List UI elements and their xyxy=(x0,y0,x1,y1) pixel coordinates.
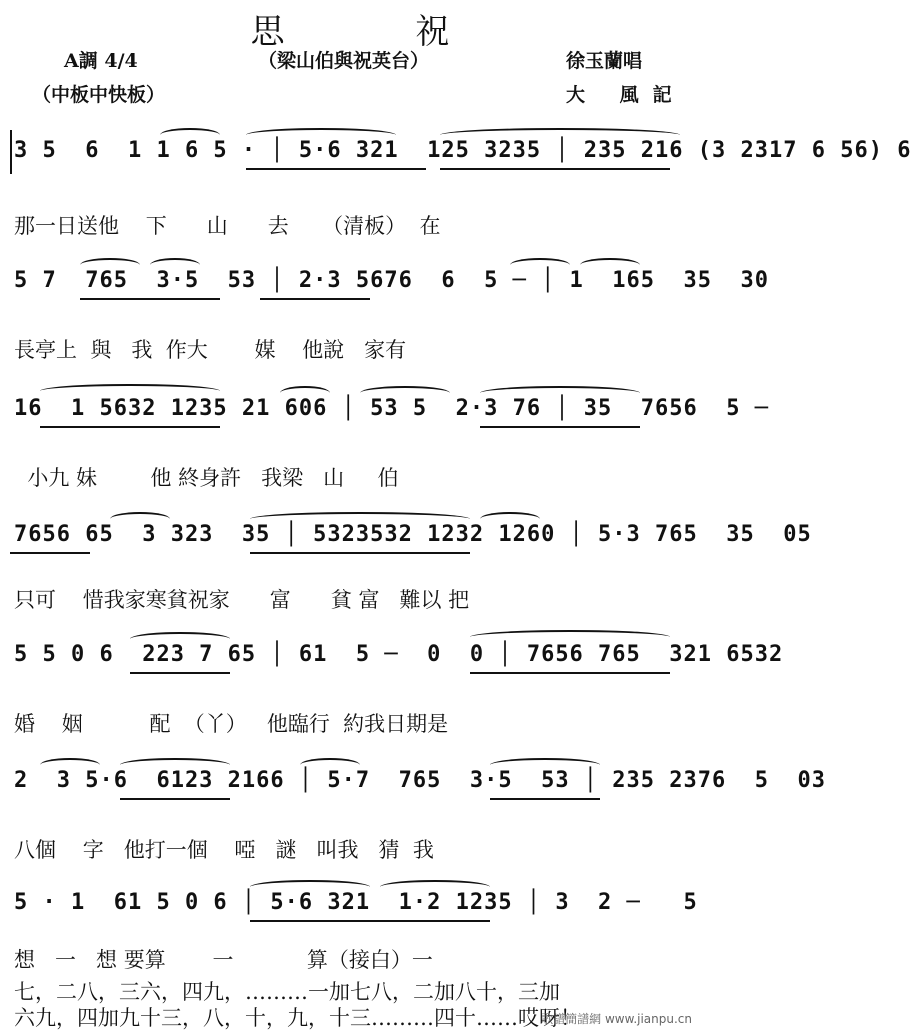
slur xyxy=(110,512,170,526)
music-system-5 xyxy=(10,626,784,684)
song-title: 思 祝 xyxy=(250,12,510,52)
lyric-line-7: 想 一 想 要算 一 算（接白）一 xyxy=(14,948,433,972)
slur xyxy=(580,258,640,272)
slur xyxy=(80,258,140,272)
notation-line: 3 5 6 1 1 6 5 · │ 5·6 321 125 3235 │ 235 216 (3 2317 6 56) 6 xyxy=(14,138,911,163)
site-watermark: 歌譜簡譜網 www.jianpu.cn xyxy=(541,1012,692,1026)
music-system-2 xyxy=(10,252,769,310)
music-system-1 xyxy=(10,122,911,180)
notation-line: 2 3 5·6 6123 2166 │ 5·7 765 3·5 53 │ 235 2376 5 03 xyxy=(14,768,826,793)
music-system-7 xyxy=(10,874,698,932)
slur xyxy=(440,128,680,142)
underline-beam xyxy=(80,298,220,300)
underline-beam xyxy=(490,798,600,800)
underline-beam xyxy=(120,798,230,800)
slur xyxy=(40,758,100,772)
music-system-4 xyxy=(10,506,812,564)
music-system-3 xyxy=(10,380,769,438)
slur xyxy=(480,512,540,526)
underline-beam xyxy=(250,920,490,922)
slur xyxy=(250,512,470,526)
notation-line: 5 7 765 3·5 53 │ 2·3 5676 6 5 ─ │ 1 165 35 30 xyxy=(14,268,769,293)
notation-line: 16 1 5632 1235 21 606 │ 53 5 2·3 76 │ 35 7656 5 ─ xyxy=(14,396,769,421)
notation-line: 7656 65 3 323 35 │ 5323532 1232 1260 │ 5·3 765 35 05 xyxy=(14,522,812,547)
underline-beam xyxy=(250,552,470,554)
lyric-line-2: 長亭上 與 我 作大 媒 他說 家有 xyxy=(14,338,407,362)
underline-beam xyxy=(130,672,230,674)
lyric-line-1: 那一日送他 下 山 去 （清板） 在 xyxy=(14,214,441,238)
slur xyxy=(160,128,220,142)
music-system-6 xyxy=(10,752,826,810)
slur xyxy=(150,258,200,272)
slur xyxy=(280,386,330,400)
underline-beam xyxy=(246,168,426,170)
slur xyxy=(490,758,600,772)
slur xyxy=(480,386,640,400)
underline-beam xyxy=(470,672,670,674)
singer-credit: 徐玉蘭唱 xyxy=(566,50,643,72)
slur xyxy=(250,880,370,894)
slur xyxy=(510,258,570,272)
slur xyxy=(40,384,220,398)
slur xyxy=(380,880,490,894)
lyric-line-4: 只可 惜我家寒貧祝家 富 貧 富 難以 把 xyxy=(14,588,470,612)
barline xyxy=(10,130,12,174)
opera-subtitle: （梁山伯與祝英台） xyxy=(258,50,430,72)
slur xyxy=(300,758,360,772)
underline-beam xyxy=(480,426,640,428)
underline-beam xyxy=(260,298,370,300)
notation-line: 5 · 1 61 5 0 6 │ 5·6 321 1·2 1235 │ 3 2 ─ 5 xyxy=(14,890,698,915)
lyric-line-5: 婚 姻 配 （丫） 他臨行 約我日期是 xyxy=(14,712,449,736)
underline-beam xyxy=(10,552,90,554)
lyric-line-6: 八個 字 他打一個 啞 謎 叫我 猜 我 xyxy=(14,838,434,862)
spoken-text-line-1: 七，二八，三六，四九，………一加七八，二加八十，三加 xyxy=(14,980,560,1004)
tempo-marking: （中板中快板） xyxy=(32,84,166,106)
lyric-line-3: 小九 妹 他 終身許 我梁 山 伯 xyxy=(14,466,399,490)
slur xyxy=(120,758,230,772)
notation-line: 5 5 0 6 223 7 65 │ 61 5 ─ 0 0 │ 7656 765 321 6532 xyxy=(14,642,784,667)
slur xyxy=(130,632,230,646)
key-signature: A調 4/4 xyxy=(64,50,138,72)
underline-beam xyxy=(440,168,670,170)
underline-beam xyxy=(40,426,220,428)
slur xyxy=(470,630,670,644)
slur xyxy=(360,386,450,400)
recorder-credit: 大 風記 xyxy=(566,84,686,106)
spoken-text-line-2: 六九，四加九十三，八，十，九，十三………四十……哎呀！ xyxy=(14,1006,581,1030)
slur xyxy=(246,128,396,142)
